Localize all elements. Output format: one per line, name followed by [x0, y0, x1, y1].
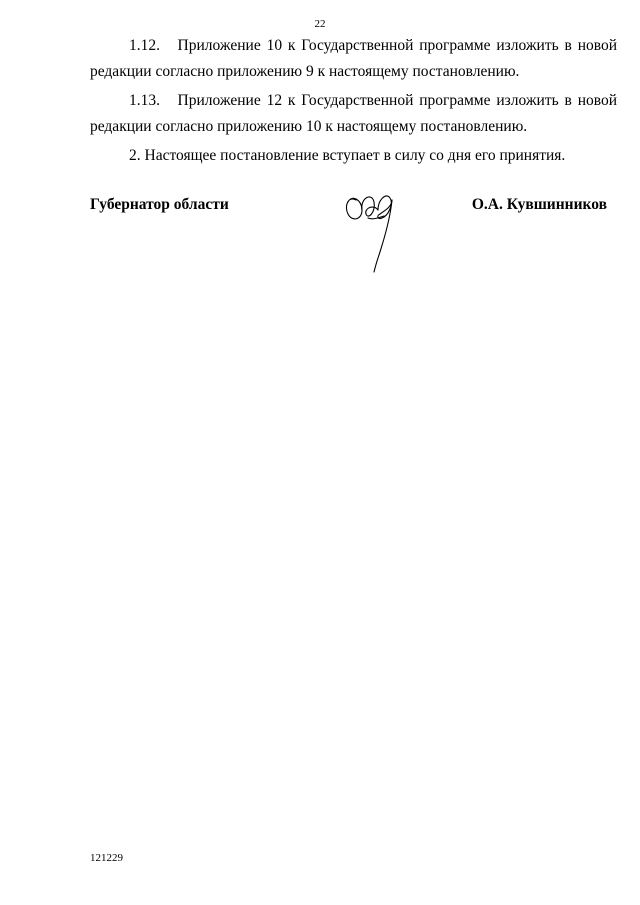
page-number: 22	[314, 18, 326, 30]
signatory-title: Губернатор области	[90, 196, 229, 213]
paragraph-2	[90, 143, 617, 169]
document-code: 121229	[90, 852, 123, 864]
paragraph-number: 1.13.	[129, 92, 160, 109]
paragraph-1-12	[90, 33, 617, 85]
handwritten-signature	[338, 180, 402, 280]
paragraph-text: Приложение 10 к Государственной программе изложить в новой редакции согласно приложению 9 к настоящему постановлению.	[90, 37, 617, 80]
paragraph-text: Приложение 12 к Государственной программе изложить в новой редакции согласно приложению 10 к настоящему постановлению.	[90, 92, 617, 135]
signatory-name: О.А. Кувшинников	[471, 196, 607, 213]
paragraph-number: 2.	[129, 147, 141, 164]
paragraph-number: 1.12.	[129, 37, 160, 54]
paragraph-text: Настоящее постановление вступает в силу со дня его принятия.	[144, 147, 566, 164]
paragraph-1-13	[90, 88, 617, 140]
